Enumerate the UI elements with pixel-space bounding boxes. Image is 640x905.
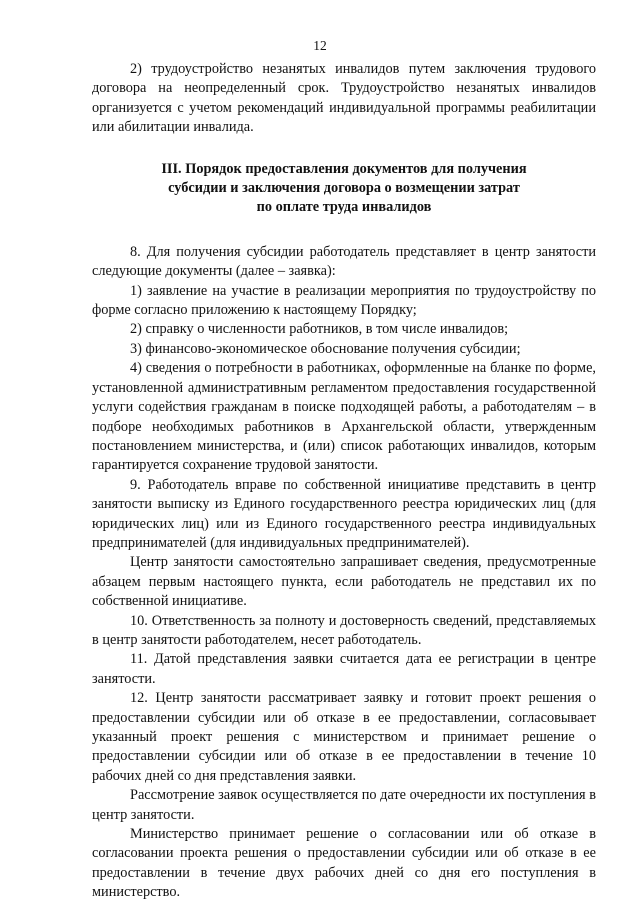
paragraph-item-9-note: Центр занятости самостоятельно запрашивает сведения, предусмотренные абзацем первым настоящего пункта, если работодатель не представил их по собственной инициативе.: [92, 554, 596, 610]
intro-paragraph: 2) трудоустройство незанятых инвалидов путем заключения трудового договора на неопределенный срок. Трудоустройство незанятых инвалидов организуется с учетом рекомендаций индивидуальной программы реабилитации или абилитации инвалида.: [92, 61, 596, 136]
page-number: 12: [313, 38, 327, 53]
section-heading-line: субсидии и заключения договора о возмещении затрат: [168, 180, 520, 197]
paragraph-item-10: 10. Ответственность за полноту и достоверность сведений, представляемых в центр занятости работодателем, несет работодатель.: [92, 612, 596, 648]
paragraph-item-11: 11. Датой представления заявки считается дата ее регистрации в центре занятости.: [92, 651, 596, 687]
paragraph-ministry-decision: Министерство принимает решение о согласовании или об отказе в согласовании проекта решения о предоставлении субсидии или об отказе в ее предоставлении в течение двух рабочих дней со дня его поступления в министерство.: [92, 826, 596, 901]
section-heading-line: по оплате труда инвалидов: [256, 199, 432, 216]
paragraph-item-8: 8. Для получения субсидии работодатель представляет в центр занятости следующие документы (далее – заявка):: [92, 243, 596, 280]
section-heading-line: III. Порядок предоставления документов для получения: [161, 160, 527, 177]
paragraph-item-12-note: Рассмотрение заявок осуществляется по дате очередности их поступления в центр занятости.: [92, 787, 596, 823]
paragraph-subitem-4: 4) сведения о потребности в работниках, оформленные на бланке по форме, установленной административным регламентом предоставления государственной услуги содействия гражданам в поиске подходящей работы, а работодателям – в подборе необходимых работников в Архангельской области, утвержденным постановлением министерства, и (или) список работающих инвалидов, которым гарантируется сохранение трудовой занятости.: [92, 360, 596, 474]
document-body: [92, 60, 596, 903]
paragraph-subitem-3: 3) финансово-экономическое обоснование получения субсидии;: [130, 340, 521, 357]
paragraph-subitem-2: 2) справку о численности работников, в том числе инвалидов;: [130, 321, 509, 338]
section-heading: [92, 160, 596, 218]
paragraph-item-9: 9. Работодатель вправе по собственной инициативе представить в центр занятости выписку из Единого государственного реестра юридических лиц (для юридических лиц) или из Единого государственного реестра индивидуальных предпринимателей (для индивидуальных предпринимателей).: [92, 476, 596, 551]
paragraph-subitem-1: 1) заявление на участие в реализации мероприятия по трудоустройству по форме согласно приложению к настоящему Порядку;: [92, 282, 596, 319]
paragraph-item-12: 12. Центр занятости рассматривает заявку и готовит проект решения о предоставлении субсидии или об отказе в ее предоставлении, согласовывает указанный проект решения с министерством и принимает решение о предоставлении субсидии или об отказе в ее предоставлении в течение 10 рабочих дней со дня представления заявки.: [92, 690, 596, 784]
